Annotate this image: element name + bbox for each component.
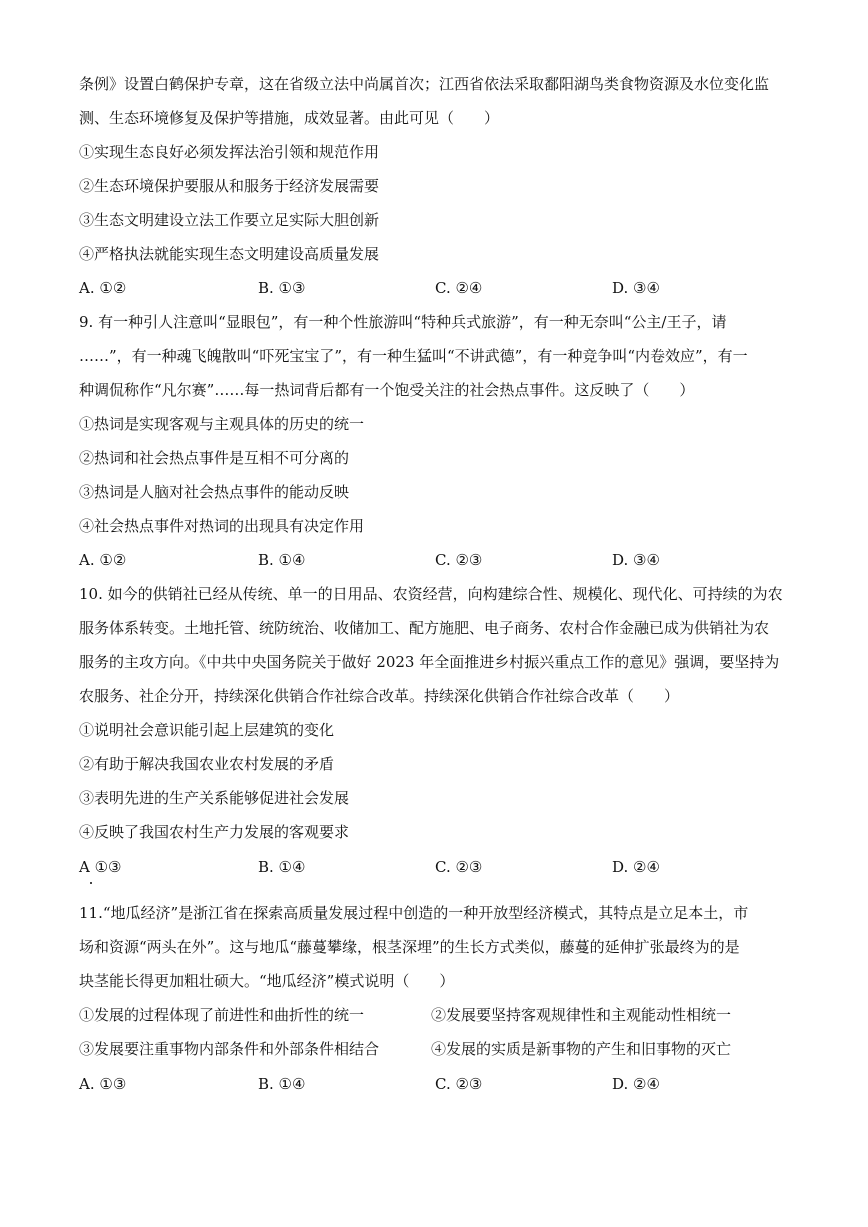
question-9-options bbox=[79, 550, 779, 570]
question-11-items-row-1 bbox=[79, 1005, 799, 1025]
question-8-item-4: ④严格执法就能实现生态文明建设高质量发展 bbox=[79, 245, 380, 263]
question-9-option-d[interactable]: D. ③④ bbox=[612, 551, 660, 569]
question-9-option-c[interactable]: C. ②③ bbox=[435, 551, 483, 569]
question-8-item-3: ③生态文明建设立法工作要立足实际大胆创新 bbox=[79, 211, 380, 229]
question-8-option-c[interactable]: C. ②④ bbox=[435, 279, 483, 297]
question-11-stem-line-3: 块茎能长得更加粗壮硕大。“地瓜经济”模式说明（ ） bbox=[79, 972, 455, 990]
question-11-item-4: ④发展的实质是新事物的产生和旧事物的灭亡 bbox=[431, 1040, 732, 1058]
question-9-item-3: ③热词是人脑对社会热点事件的能动反映 bbox=[79, 483, 350, 501]
question-10-option-a[interactable]: A ①③ bbox=[79, 858, 122, 876]
question-8-item-2: ②生态环境保护要服从和服务于经济发展需要 bbox=[79, 177, 380, 195]
question-11-option-d[interactable]: D. ②④ bbox=[612, 1075, 660, 1093]
stray-dot-mark bbox=[90, 882, 92, 884]
question-9-stem-line-2: ……”，有一种魂飞魄散叫“吓死宝宝了”，有一种生猛叫“不讲武德”，有一种竞争叫“内卷效应”，有一 bbox=[79, 347, 748, 365]
question-9-item-1: ①热词是实现客观与主观具体的历史的统一 bbox=[79, 415, 365, 433]
question-10-item-1: ①说明社会意识能引起上层建筑的变化 bbox=[79, 721, 335, 739]
question-11-option-b[interactable]: B. ①④ bbox=[258, 1075, 306, 1093]
question-9-item-2: ②热词和社会热点事件是互相不可分离的 bbox=[79, 449, 350, 467]
question-9-stem-line-3: 种调侃称作“凡尔赛”……每一热词背后都有一个饱受关注的社会热点事件。这反映了（ ） bbox=[79, 381, 695, 399]
question-9-item-4: ④社会热点事件对热词的出现具有决定作用 bbox=[79, 517, 365, 535]
question-11-item-3: ③发展要注重事物内部条件和外部条件相结合 bbox=[79, 1040, 380, 1058]
question-11-option-c[interactable]: C. ②③ bbox=[435, 1075, 483, 1093]
question-9-stem-line-1: 9. 有一种引人注意叫“显眼包”，有一种个性旅游叫“特种兵式旅游”，有一种无奈叫“公主/王子，请 bbox=[79, 313, 727, 331]
question-8-options bbox=[79, 278, 779, 298]
question-10-stem-line-2: 服务体系转变。土地托管、统防统治、收储加工、配方施肥、电子商务、农村合作金融已成为供销社为农 bbox=[79, 619, 770, 637]
question-8-option-d[interactable]: D. ③④ bbox=[612, 279, 660, 297]
question-9-option-b[interactable]: B. ①④ bbox=[258, 551, 306, 569]
question-10-item-2: ②有助于解决我国农业农村发展的矛盾 bbox=[79, 755, 335, 773]
question-9-option-a[interactable]: A. ①② bbox=[79, 551, 127, 569]
question-11-item-2: ②发展要坚持客观规律性和主观能动性相统一 bbox=[431, 1006, 732, 1024]
question-11-options bbox=[79, 1074, 779, 1094]
question-10-option-c[interactable]: C. ②③ bbox=[435, 858, 483, 876]
question-11-stem-line-2: 场和资源“两头在外”。这与地瓜“藤蔓攀缘，根茎深埋”的生长方式类似，藤蔓的延伸扩张最终为的是 bbox=[79, 938, 740, 956]
question-11-items-row-2 bbox=[79, 1039, 799, 1059]
question-8-item-1: ①实现生态良好必须发挥法治引领和规范作用 bbox=[79, 143, 380, 161]
question-11-option-a[interactable]: A. ①③ bbox=[79, 1075, 127, 1093]
question-8-option-a[interactable]: A. ①② bbox=[79, 279, 127, 297]
question-10-option-b[interactable]: B. ①④ bbox=[258, 858, 306, 876]
question-10-option-d[interactable]: D. ②④ bbox=[612, 858, 660, 876]
question-8-option-b[interactable]: B. ①③ bbox=[258, 279, 306, 297]
question-10-options bbox=[79, 857, 779, 877]
question-8-stem-line-2: 测、生态环境修复及保护等措施，成效显著。由此可见（ ） bbox=[79, 109, 500, 127]
question-10-item-4: ④反映了我国农村生产力发展的客观要求 bbox=[79, 823, 350, 841]
question-11-item-1: ①发展的过程体现了前进性和曲折性的统一 bbox=[79, 1006, 365, 1024]
question-10-stem-line-4: 农服务、社企分开，持续深化供销合作社综合改革。持续深化供销合作社综合改革（ ） bbox=[79, 687, 680, 705]
question-10-stem-line-3: 服务的主攻方向。《中共中央国务院关于做好 2023 年全面推进乡村振兴重点工作的意见》强调，要坚持为 bbox=[79, 653, 780, 671]
question-8-stem-line-1: 条例》设置白鹤保护专章，这在省级立法中尚属首次；江西省依法采取鄱阳湖鸟类食物资源及水位变化监 bbox=[79, 75, 770, 93]
question-11-stem-line-1: 11.“地瓜经济”是浙江省在探索高质量发展过程中创造的一种开放型经济模式，其特点是立足本土，市 bbox=[79, 904, 749, 922]
question-10-stem-line-1: 10. 如今的供销社已经从传统、单一的日用品、农资经营，向构建综合性、规模化、现代化、可持续的为农 bbox=[79, 585, 783, 603]
question-10-item-3: ③表明先进的生产关系能够促进社会发展 bbox=[79, 789, 350, 807]
